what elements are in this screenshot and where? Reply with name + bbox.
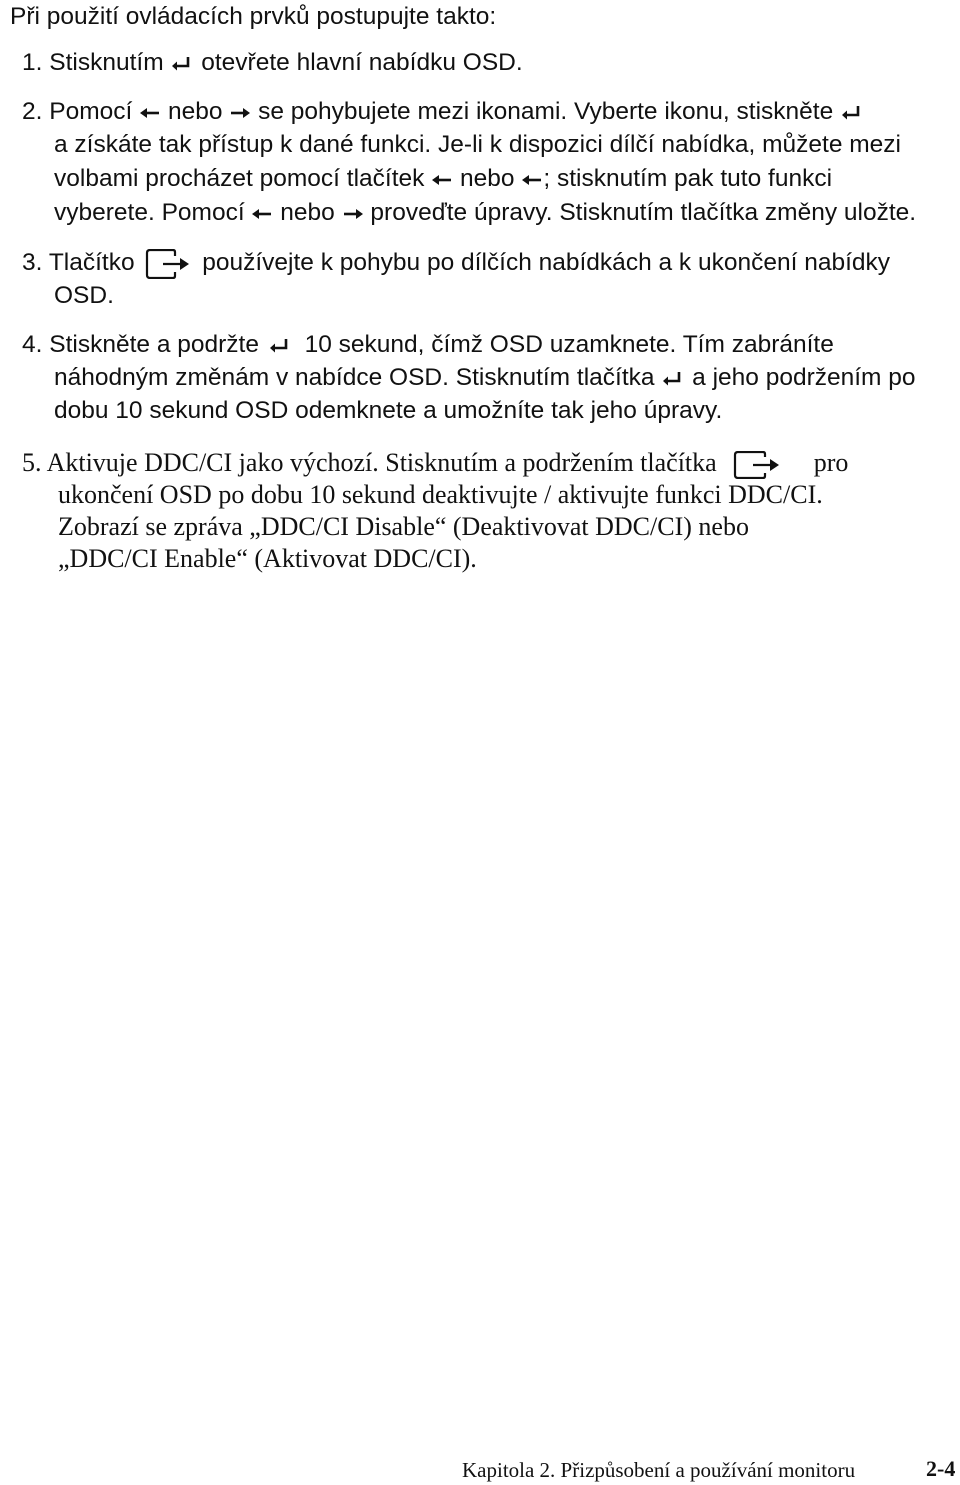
item-3-text: Tlačítko bbox=[48, 249, 135, 276]
item-2-text: vyberete. Pomocí bbox=[54, 199, 245, 226]
item-2-line-3 bbox=[54, 164, 832, 194]
item-1-line-1 bbox=[22, 48, 523, 78]
item-5-number: 5. bbox=[22, 448, 42, 477]
item-3-line-1 bbox=[22, 248, 890, 279]
exit-button-icon bbox=[733, 451, 781, 479]
item-2-text: volbami procházet pomocí tlačítek bbox=[54, 165, 425, 192]
item-4-line-2 bbox=[54, 363, 916, 393]
item-2-text: nebo bbox=[460, 165, 515, 192]
item-2-text: nebo bbox=[280, 199, 335, 226]
enter-key-icon bbox=[840, 104, 864, 122]
item-5-line-1 bbox=[22, 448, 848, 479]
item-4-number: 4. bbox=[22, 331, 43, 358]
item-4-text: 10 sekund, čímž OSD uzamknete. Tím zabráníte bbox=[304, 331, 834, 358]
item-2-line-2: a získáte tak přístup k dané funkci. Je-li k dispozici dílčí nabídka, můžete mezi bbox=[54, 131, 901, 158]
item-2-text: nebo bbox=[167, 98, 223, 125]
item-5-line-2: ukončení OSD po dobu 10 sekund deaktivujte / aktivujte funkci DDC/CI. bbox=[58, 480, 823, 509]
item-3-number: 3. bbox=[22, 249, 43, 276]
item-1-text-b: otevřete hlavní nabídku OSD. bbox=[201, 49, 523, 76]
enter-key-icon bbox=[661, 370, 685, 388]
item-1-text-a: Stisknutím bbox=[49, 49, 164, 76]
item-2-text: Pomocí bbox=[49, 98, 133, 125]
enter-key-icon bbox=[268, 337, 292, 355]
item-4-line-1 bbox=[22, 330, 834, 360]
page-number: 2-4 bbox=[926, 1456, 956, 1481]
item-4-line-3: dobu 10 sekund OSD odemknete a umožníte tak jeho úpravy. bbox=[54, 397, 723, 424]
right-arrow-icon bbox=[229, 105, 251, 121]
left-arrow-icon bbox=[431, 172, 453, 188]
item-2-text: se pohybujete mezi ikonami. Vyberte ikonu, stiskněte bbox=[258, 98, 834, 125]
item-4-text: Stiskněte a podržte bbox=[49, 331, 259, 358]
item-4-text: náhodným změnám v nabídce OSD. Stisknutím tlačítka bbox=[54, 364, 655, 391]
item-3-text: používejte k pohybu po dílčích nabídkách a k ukončení nabídky bbox=[202, 249, 891, 276]
item-2-text: ; stisknutím pak tuto funkci bbox=[543, 165, 833, 192]
item-4-text: a jeho podržením po bbox=[692, 364, 916, 391]
item-2-line-1 bbox=[22, 97, 864, 127]
item-2-line-4 bbox=[54, 198, 916, 228]
exit-button-icon bbox=[145, 249, 191, 279]
enter-key-icon bbox=[170, 55, 194, 73]
item-5-line-3: Zobrazí se zpráva „DDC/CI Disable“ (Deaktivovat DDC/CI) nebo bbox=[58, 512, 749, 541]
item-1-number: 1. bbox=[22, 49, 43, 76]
item-2-text: proveďte úpravy. Stisknutím tlačítka změny uložte. bbox=[370, 199, 917, 226]
footer-chapter-title: Kapitola 2. Přizpůsobení a používání monitoru bbox=[462, 1458, 856, 1482]
left-arrow-icon bbox=[251, 206, 273, 222]
intro-text: Při použití ovládacích prvků postupujte takto: bbox=[10, 3, 497, 30]
left-arrow-icon bbox=[139, 105, 161, 121]
item-3-line-2: OSD. bbox=[54, 282, 114, 309]
item-5-line-4: „DDC/CI Enable“ (Aktivovat DDC/CI). bbox=[58, 544, 477, 573]
right-arrow-icon bbox=[342, 206, 364, 222]
item-5-text: Aktivuje DDC/CI jako výchozí. Stisknutím a podržením tlačítka bbox=[46, 448, 717, 477]
item-2-number: 2. bbox=[22, 98, 43, 125]
item-5-text: pro bbox=[813, 448, 849, 477]
left-arrow-icon bbox=[521, 172, 543, 188]
